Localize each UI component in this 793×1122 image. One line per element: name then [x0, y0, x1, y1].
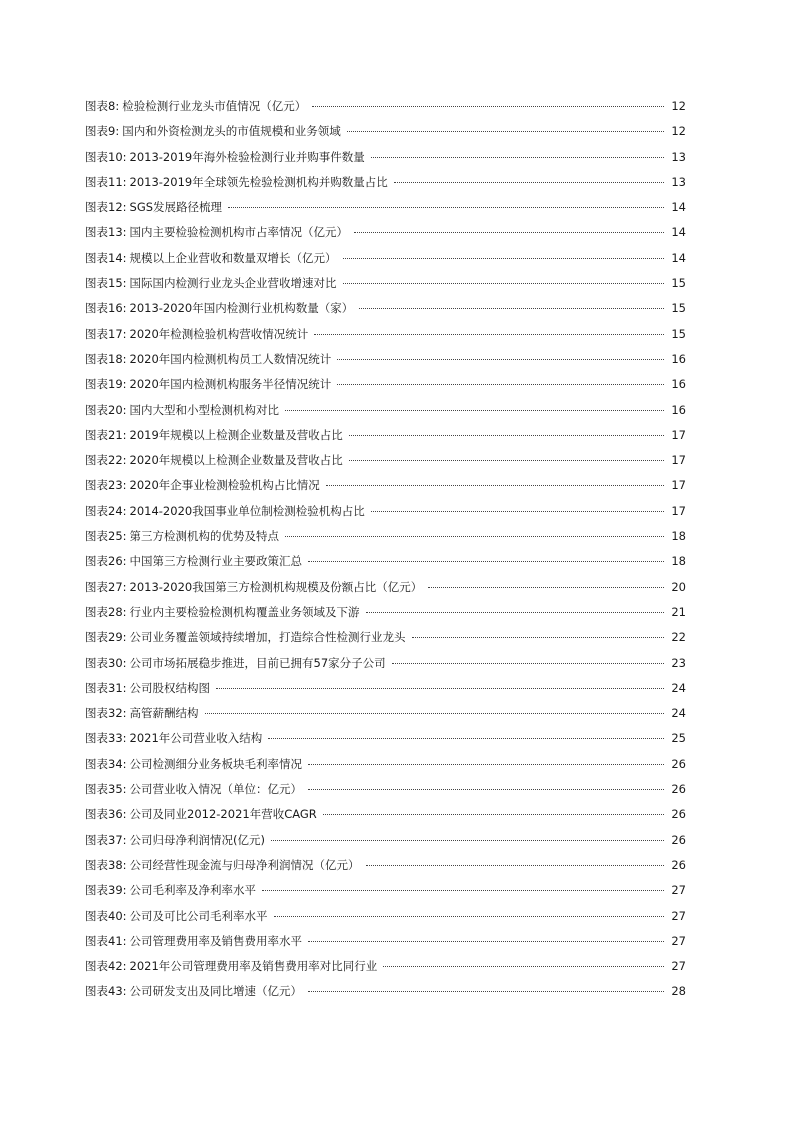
figure-label: 图表18: — [85, 351, 127, 366]
figure-label: 图表17: — [85, 326, 127, 341]
dot-leader — [349, 460, 664, 461]
toc-entry[interactable] — [85, 123, 686, 148]
page-number: 13 — [671, 149, 686, 164]
dot-leader — [271, 840, 664, 841]
dot-leader — [323, 814, 664, 815]
figure-title: 国际国内检测行业龙头企业营收增速对比 — [129, 276, 337, 291]
figure-label: 图表22: — [85, 453, 127, 468]
toc-entry[interactable] — [85, 427, 686, 452]
page-number: 23 — [671, 655, 686, 670]
dot-leader — [326, 485, 664, 486]
figure-label: 图表26: — [85, 554, 127, 569]
figure-label: 图表40: — [85, 908, 127, 923]
toc-entry[interactable] — [85, 933, 686, 958]
figure-title: SGS发展路径梳理 — [129, 200, 223, 215]
dot-leader — [228, 207, 664, 208]
table-of-figures — [85, 98, 686, 1009]
toc-entry[interactable] — [85, 756, 686, 781]
dot-leader — [308, 941, 664, 942]
figure-title: 高管薪酬结构 — [129, 706, 199, 721]
page-number: 16 — [671, 377, 686, 392]
figure-label: 图表32: — [85, 706, 127, 721]
figure-label: 图表13: — [85, 225, 127, 240]
dot-leader — [366, 865, 664, 866]
dot-leader — [308, 789, 664, 790]
figure-label: 图表42: — [85, 959, 127, 974]
figure-label: 图表19: — [85, 377, 127, 392]
page-number: 12 — [671, 124, 686, 139]
toc-entry[interactable] — [85, 351, 686, 376]
page-number: 24 — [671, 680, 686, 695]
figure-title: 公司管理费用率及销售费用率水平 — [129, 933, 303, 948]
page-number: 16 — [671, 402, 686, 417]
figure-title: 2020年国内检测机构员工人数情况统计 — [129, 351, 332, 366]
toc-entry[interactable] — [85, 730, 686, 755]
figure-label: 图表9: — [85, 124, 120, 139]
figure-label: 图表10: — [85, 149, 127, 164]
page-number: 27 — [671, 883, 686, 898]
dot-leader — [216, 688, 664, 689]
page-number: 15 — [671, 276, 686, 291]
page-number: 28 — [671, 984, 686, 999]
dot-leader — [359, 308, 664, 309]
page-number: 17 — [671, 478, 686, 493]
figure-title: 公司股权结构图 — [129, 680, 211, 695]
figure-label: 图表35: — [85, 782, 127, 797]
page-number: 27 — [671, 908, 686, 923]
dot-leader — [337, 359, 664, 360]
figure-label: 图表15: — [85, 276, 127, 291]
figure-title: 2021年公司管理费用率及销售费用率对比同行业 — [129, 959, 378, 974]
figure-title: 公司毛利率及净利率水平 — [129, 883, 257, 898]
figure-title: 公司经营性现金流与归母净利润情况（亿元） — [129, 857, 360, 872]
page-number: 17 — [671, 453, 686, 468]
figure-label: 图表31: — [85, 680, 127, 695]
figure-title: 公司归母净利润情况(亿元) — [129, 832, 265, 847]
figure-label: 图表23: — [85, 478, 127, 493]
figure-title: 公司市场拓展稳步推进，目前已拥有57家分子公司 — [129, 655, 386, 670]
toc-entry[interactable] — [85, 98, 686, 123]
toc-entry[interactable] — [85, 806, 686, 831]
toc-entry[interactable] — [85, 908, 686, 933]
figure-label: 图表8: — [85, 99, 120, 113]
dot-leader — [285, 536, 664, 537]
figure-label: 图表21: — [85, 427, 127, 442]
figure-title: 2020年企事业检测检验机构占比情况 — [129, 478, 320, 493]
figure-title: 规模以上企业营收和数量双增长（亿元） — [129, 250, 337, 265]
toc-entry[interactable] — [85, 149, 686, 174]
page-number: 26 — [671, 857, 686, 872]
dot-leader — [371, 157, 664, 158]
toc-entry[interactable] — [85, 857, 686, 882]
dot-leader — [347, 131, 664, 132]
figure-label: 图表38: — [85, 857, 127, 872]
figure-title: 国内大型和小型检测机构对比 — [129, 402, 280, 417]
figure-label: 图表36: — [85, 807, 127, 822]
figure-label: 图表29: — [85, 630, 127, 645]
toc-entry[interactable] — [85, 579, 686, 604]
toc-entry[interactable] — [85, 832, 686, 857]
figure-title: 2014-2020我国事业单位制检测检验机构占比 — [129, 503, 365, 518]
page-number: 26 — [671, 807, 686, 822]
toc-entry[interactable] — [85, 983, 686, 1008]
dot-leader — [205, 713, 664, 714]
toc-entry[interactable] — [85, 199, 686, 224]
page-number: 20 — [671, 579, 686, 594]
figure-title: 2020年检测检验机构营收情况统计 — [129, 326, 309, 341]
dot-leader — [274, 916, 664, 917]
page-number: 22 — [671, 630, 686, 645]
dot-leader — [428, 587, 664, 588]
toc-entry[interactable] — [85, 275, 686, 300]
figure-label: 图表14: — [85, 250, 127, 265]
figure-title: 2013-2020年国内检测行业机构数量（家） — [129, 301, 354, 316]
page-number: 18 — [671, 529, 686, 544]
dot-leader — [262, 890, 664, 891]
figure-title: 2019年规模以上检测企业数量及营收占比 — [129, 427, 343, 442]
figure-title: 2013-2019年全球领先检验检测机构并购数量占比 — [129, 174, 388, 189]
figure-label: 图表43: — [85, 984, 127, 999]
toc-entry[interactable] — [85, 655, 686, 680]
figure-title: 公司检测细分业务板块毛利率情况 — [129, 756, 303, 771]
dot-leader — [314, 334, 664, 335]
page-number: 14 — [671, 225, 686, 240]
figure-title: 2020年国内检测机构服务半径情况统计 — [129, 377, 332, 392]
dot-leader — [312, 106, 664, 107]
figure-title: 2013-2019年海外检验检测行业并购事件数量 — [129, 149, 365, 164]
toc-entry[interactable] — [85, 629, 686, 654]
toc-entry[interactable] — [85, 503, 686, 528]
dot-leader — [343, 283, 664, 284]
dot-leader — [412, 637, 664, 638]
page-number: 14 — [671, 200, 686, 215]
figure-title: 公司及同业2012-2021年营收CAGR — [129, 807, 317, 822]
dot-leader — [383, 966, 664, 967]
dot-leader — [366, 612, 664, 613]
dot-leader — [308, 991, 664, 992]
figure-title: 公司营业收入情况（单位：亿元） — [129, 782, 303, 797]
page-number: 17 — [671, 427, 686, 442]
dot-leader — [371, 511, 664, 512]
dot-leader — [394, 182, 664, 183]
figure-title: 中国第三方检测行业主要政策汇总 — [129, 554, 303, 569]
dot-leader — [392, 663, 664, 664]
toc-entry[interactable] — [85, 705, 686, 730]
toc-entry[interactable] — [85, 882, 686, 907]
page-number: 13 — [671, 174, 686, 189]
figure-label: 图表25: — [85, 529, 127, 544]
page-number: 18 — [671, 554, 686, 569]
toc-entry[interactable] — [85, 326, 686, 351]
toc-entry[interactable] — [85, 174, 686, 199]
toc-entry[interactable] — [85, 553, 686, 578]
dot-leader — [343, 258, 664, 259]
figure-label: 图表37: — [85, 832, 127, 847]
figure-label: 图表41: — [85, 933, 127, 948]
figure-label: 图表39: — [85, 883, 127, 898]
toc-entry[interactable] — [85, 781, 686, 806]
page-number: 26 — [671, 756, 686, 771]
figure-title: 公司研发支出及同比增速（亿元） — [129, 984, 303, 999]
figure-label: 图表24: — [85, 503, 127, 518]
figure-title: 2021年公司营业收入结构 — [129, 731, 263, 746]
dot-leader — [308, 764, 664, 765]
toc-entry[interactable] — [85, 958, 686, 983]
figure-label: 图表12: — [85, 200, 127, 215]
figure-label: 图表33: — [85, 731, 127, 746]
dot-leader — [337, 384, 664, 385]
toc-entry[interactable] — [85, 680, 686, 705]
dot-leader — [349, 435, 664, 436]
figure-title: 国内主要检验检测机构市占率情况（亿元） — [129, 225, 349, 240]
toc-entry[interactable] — [85, 452, 686, 477]
toc-entry[interactable] — [85, 402, 686, 427]
toc-entry[interactable] — [85, 376, 686, 401]
figure-label: 图表30: — [85, 655, 127, 670]
figure-label: 图表28: — [85, 604, 127, 619]
page-number: 15 — [671, 301, 686, 316]
toc-entry[interactable] — [85, 224, 686, 249]
toc-entry[interactable] — [85, 250, 686, 275]
figure-label: 图表20: — [85, 402, 127, 417]
figure-label: 图表27: — [85, 579, 127, 594]
toc-entry[interactable] — [85, 604, 686, 629]
figure-title: 第三方检测机构的优势及特点 — [129, 529, 280, 544]
toc-entry[interactable] — [85, 300, 686, 325]
figure-title: 国内和外资检测龙头的市值规模和业务领域 — [122, 124, 341, 139]
page-number: 27 — [671, 959, 686, 974]
page-number: 16 — [671, 351, 686, 366]
figure-label: 图表11: — [85, 174, 127, 189]
page-number: 26 — [671, 782, 686, 797]
figure-title: 公司及可比公司毛利率水平 — [129, 908, 268, 923]
toc-entry[interactable] — [85, 528, 686, 553]
page-number: 27 — [671, 933, 686, 948]
dot-leader — [308, 561, 664, 562]
dot-leader — [354, 232, 664, 233]
page-number: 26 — [671, 832, 686, 847]
page-number: 12 — [671, 99, 686, 113]
figure-title: 检验检测行业龙头市值情况（亿元） — [122, 99, 307, 113]
dot-leader — [268, 738, 664, 739]
figure-title: 2013-2020我国第三方检测机构规模及份额占比（亿元） — [129, 579, 423, 594]
figure-label: 图表16: — [85, 301, 127, 316]
page-number: 15 — [671, 326, 686, 341]
page-number: 24 — [671, 706, 686, 721]
toc-entry[interactable] — [85, 477, 686, 502]
figure-title: 行业内主要检验检测机构覆盖业务领域及下游 — [129, 604, 360, 619]
page-number: 25 — [671, 731, 686, 746]
figure-label: 图表34: — [85, 756, 127, 771]
page-number: 21 — [671, 604, 686, 619]
page-number: 14 — [671, 250, 686, 265]
dot-leader — [285, 410, 664, 411]
figure-title: 2020年规模以上检测企业数量及营收占比 — [129, 453, 343, 468]
figure-title: 公司业务覆盖领域持续增加，打造综合性检测行业龙头 — [129, 630, 406, 645]
page-number: 17 — [671, 503, 686, 518]
